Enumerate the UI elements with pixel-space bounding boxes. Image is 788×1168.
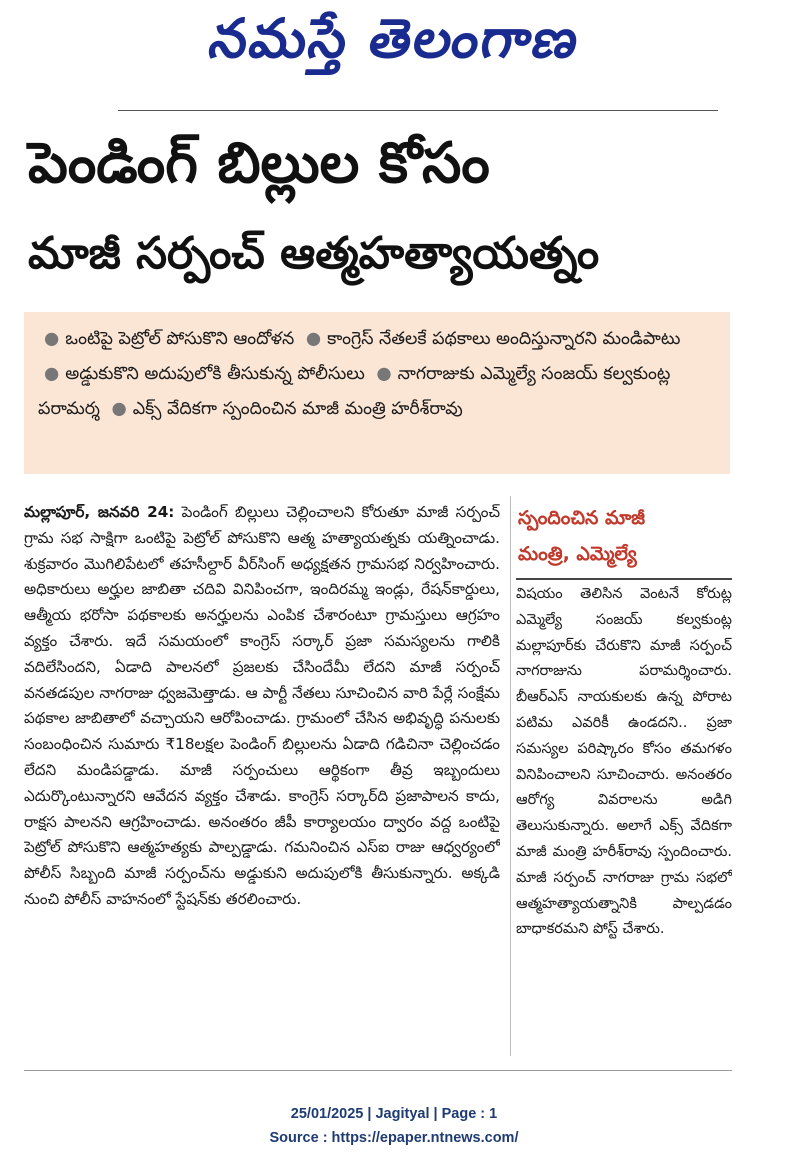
sidebar-heading-line: మంత్రి, ఎమ్మెల్యే: [518, 543, 637, 565]
article-body: [24, 500, 500, 1060]
kicker-line: [118, 96, 718, 111]
sidebar-body: విషయం తెలిసిన వెంటనే కోరుట్ల ఎమ్మెల్యే సంజయ్ కల్వకుంట్ల మల్లాపూర్‌కు చేరుకొని మాజీ సర్పంచ్ నాగరాజును పరామర్శించారు. బీఆర్‌ఎస్ నాయకులకు ఉన్న పోరాట పటిమ ఎవరికీ ఉండదని.. ప్రజా సమస్యల పరిష్కారం కోసం తమగళం వినిపించాలని సూచించారు. అనంతరం ఆరోగ్య వివరాలను అడిగి తెలుసుకున్నారు. అలాగే ఎక్స్ వేదికగా మాజీ మంత్రి హరీశ్‌రావు స్పందించారు. మాజీ సర్పంచ్ నాగరాజు గ్రామ సభలో ఆత్మహత్యాయత్నానికి పాల్పడడం బాధాకరమని పోస్ట్ చేశారు.: [516, 586, 732, 938]
sidebar-heading-line: స్పందించిన మాజీ: [518, 507, 646, 529]
bullet-icon: ●: [376, 364, 392, 384]
column-divider: [510, 496, 511, 1056]
sidebar-heading: [518, 500, 748, 572]
bullet-icon: ●: [44, 329, 60, 349]
highlight-item: ఒంటిపై పెట్రోల్ పోసుకొని ఆందోళన: [65, 329, 295, 349]
bullet-icon: ●: [111, 399, 127, 419]
highlight-item: అడ్డుకుకొని అదుపులోకి తీసుకున్న పోలీసులు: [65, 364, 365, 384]
bullet-icon: ●: [44, 364, 60, 384]
footer-date-line: 25/01/2025 | Jagityal | Page : 1: [290, 1106, 498, 1122]
highlight-item: కాంగ్రెస్ నేతలకే పథకాలు అందిస్తున్నారని మండిపాటు: [327, 329, 681, 349]
highlight-item: ఎక్స్ వేదికగా స్పందించిన మాజీ మంత్రి హరీశ్‌రావు: [132, 399, 463, 419]
subheadline: మాజీ సర్పంచ్ ఆత్మహత్యాయత్నం: [28, 228, 600, 279]
masthead-logo: నమస్తే తెలంగాణ: [204, 6, 586, 70]
highlight-item: నాగరాజుకు ఎమ్మెల్యే సంజయ్ కల్వకుంట్ల పరామర్శ: [38, 364, 671, 419]
bullet-icon: ●: [305, 329, 322, 349]
dateline: మల్లాపూర్, జనవరి 24:: [24, 503, 175, 521]
sidebar-divider: [516, 578, 732, 580]
bottom-divider: [24, 1070, 732, 1071]
highlights-box: [24, 312, 730, 474]
article-text: పెండింగ్ బిల్లులు చెల్లించాలని కోరుతూ మాజీ సర్పంచ్ గ్రామ సభ సాక్షిగా ఒంటిపై పెట్రోల్ పోసుకొని ఆత్మ హత్యాయత్నకు యత్నించాడు. శుక్రవారం మొగిలిపేటలో తహసీల్దార్ వీర్‌సింగ్ అధ్యక్షతన గ్రామసభ నిర్వహించారు. అధికారులు అర్హుల జాబితా చదివి వినిపించగా, ఇందిరమ్మ ఇండ్లు, రేషన్‌కార్డులు, ఆత్మీయ భరోసా పథకాలకు అనర్హులను ఎంపిక చేశారంటూ గ్రామస్తులు ఆగ్రహం వ్యక్తం చేశారు. ఇదే సమయంలో కాంగ్రెస్ సర్కార్ ప్రజా సమస్యలను గాలికి వదిలేసిందని, ఏడాది పాలనలో ప్రజలకు చేసిందేమీ లేదని మాజీ సర్పంచ్ వనతడపుల నాగరాజు ధ్వజమెత్తాడు. ఆ పార్టీ నేతలు సూచించిన వారి పేర్లే సంక్షేమ పథకాల జాబితాలో వచ్చాయని ఆరోపించాడు. గ్రామంలో చేసిన అభివృద్ధి పనులకు సంబంధించిన సుమారు ₹18లక్షల పెండింగ్ బిల్లులను ఏడాది గడిచినా చెల్లించడం లేదని మండిపడ్డాడు. మాజీ సర్పంచులు ఆర్థికంగా తీవ్ర ఇబ్బందులు ఎదుర్కొంటున్నారని ఆవేదన వ్యక్తం చేశాడు. కాంగ్రెస్ సర్కార్‌ది ప్రజాపాలన కాదు, రాక్షస పాలనని ఆగ్రహించాడు. అనంతరం జీపీ కార్యాలయం ద్వారం వద్ద ఒంటిపై పెట్రోల్ పోసుకొని ఆత్మహత్యకు పాల్పడ్డాడు. గమనించిన ఎస్‌ఐ రాజు ఆధ్వర్యంలో పోలీస్ సిబ్బంది మాజీ సర్పంచ్‌ను అడ్డుకుని అదుపులోకి తీసుకున్నారు. అక్కడి నుంచి పోలీస్ వాహనంలో స్టేషన్‌కు తరలించారు.: [24, 503, 500, 908]
footer-source-line: Source : https://epaper.ntnews.com/: [269, 1130, 519, 1146]
headline: పెండింగ్ బిల్లుల కోసం: [28, 131, 490, 196]
